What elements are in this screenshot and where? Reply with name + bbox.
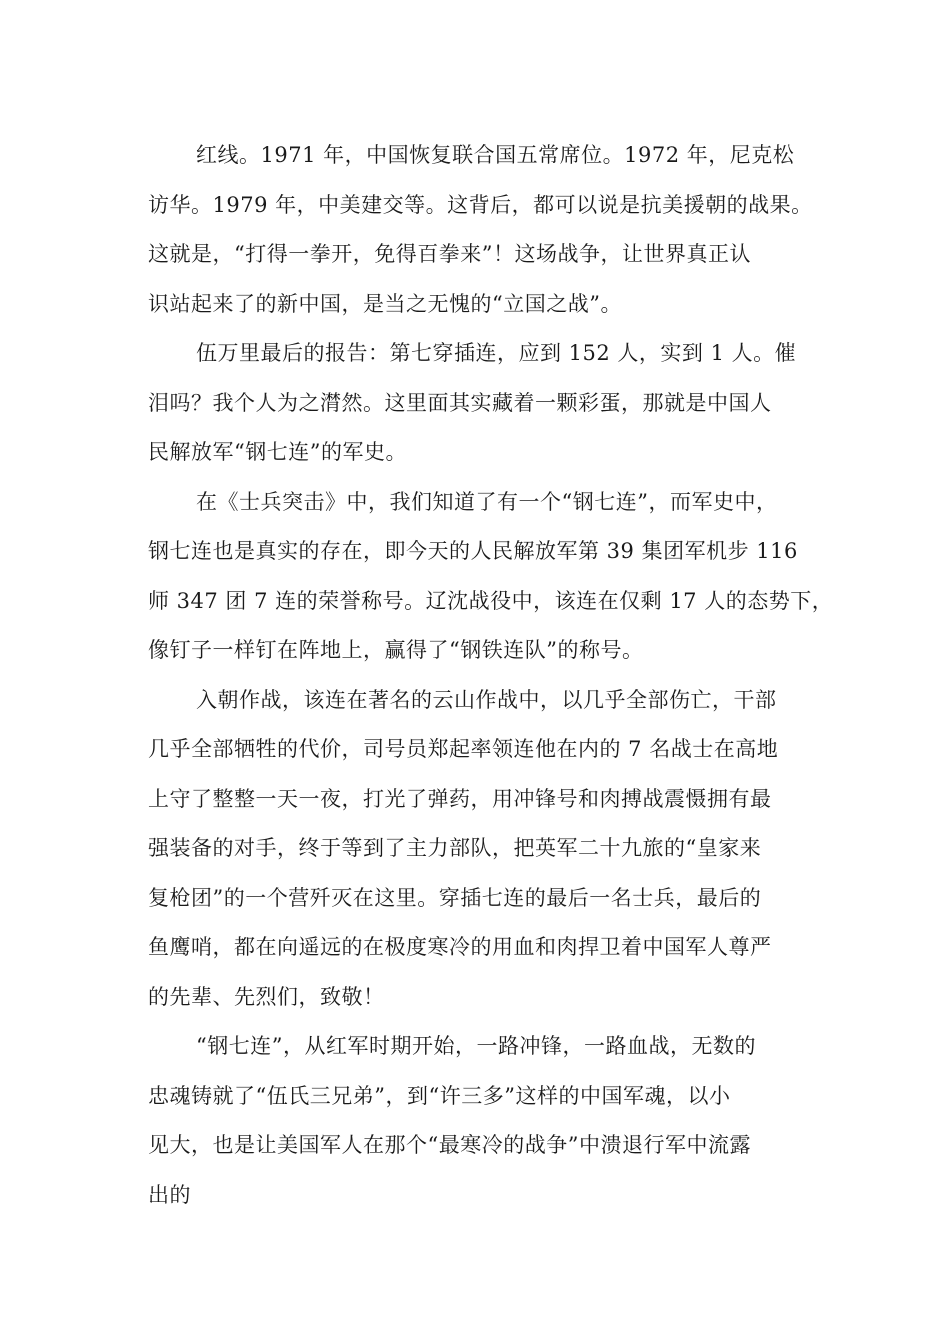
text-line-22: 出的 — [148, 1182, 191, 1207]
text-line-15: 强装备的对手，终于等到了主力部队，把英军二十九旅的“皇家来 — [148, 836, 762, 860]
text-line-7: 民解放军“钢七连”的军史。 — [148, 440, 407, 464]
text-line-21: 见大，也是让美国军人在那个“最寒冷的战争”中溃退行军中流露 — [148, 1133, 751, 1157]
paragraph-start-line: “钢七连”，从红军时期开始，一路冲锋，一路血战，无数的 — [196, 1034, 756, 1058]
text-line-6: 泪吗？我个人为之潸然。这里面其实藏着一颗彩蛋，那就是中国人 — [148, 390, 772, 415]
text-line-16: 复枪团”的一个营歼灭在这里。穿插七连的最后一名士兵，最后的 — [148, 885, 762, 910]
text-line-2: 访华。1979 年，中美建交等。这背后，都可以说是抗美援朝的战果。 — [148, 192, 813, 217]
text-line-11: 像钉子一样钉在阵地上，赢得了“钢铁连队”的称号。 — [148, 638, 644, 662]
text-line-20: 忠魂铸就了“伍氏三兄弟”，到“许三多”这样的中国军魂，以小 — [148, 1083, 731, 1108]
paragraph-start-line: 在《士兵突击》中，我们知道了有一个“钢七连”，而军史中， — [196, 489, 778, 514]
text-line-10: 师 347 团 7 连的荣誉称号。辽沈战役中，该连在仅剩 17 人的态势下， — [148, 588, 834, 613]
text-line-17: 鱼鹰哨，都在向遥远的在极度寒冷的用血和肉捍卫着中国军人尊严 — [148, 935, 772, 959]
text-line-1: 红线。1971 年，中国恢复联合国五常席位。1972 年，尼克松 — [196, 143, 795, 167]
text-line-14: 上守了整整一天一夜，打光了弹药，用冲锋号和肉搏战震慑拥有最 — [148, 786, 772, 811]
paragraph-start-line: 伍万里最后的报告：第七穿插连，应到 152 人，实到 1 人。催 — [196, 341, 797, 365]
text-line-3: 这就是，“打得一拳开，免得百拳来”！这场战争，让世界真正认 — [148, 242, 751, 266]
text-line-18: 的先辈、先烈们，致敬！ — [148, 984, 385, 1009]
body-text — [148, 131, 834, 1220]
text-line-9: 钢七连也是真实的存在，即今天的人民解放军第 39 集团军机步 116 — [148, 539, 798, 563]
text-line-13: 几乎全部牺牲的代价，司号员郑起率领连他在内的 7 名战士在高地 — [148, 737, 779, 761]
text-line-4: 识站起来了的新中国，是当之无愧的“立国之战”。 — [148, 291, 622, 316]
paragraph-start-line: 入朝作战，该连在著名的云山作战中，以几乎全部伤亡，干部 — [196, 687, 777, 712]
